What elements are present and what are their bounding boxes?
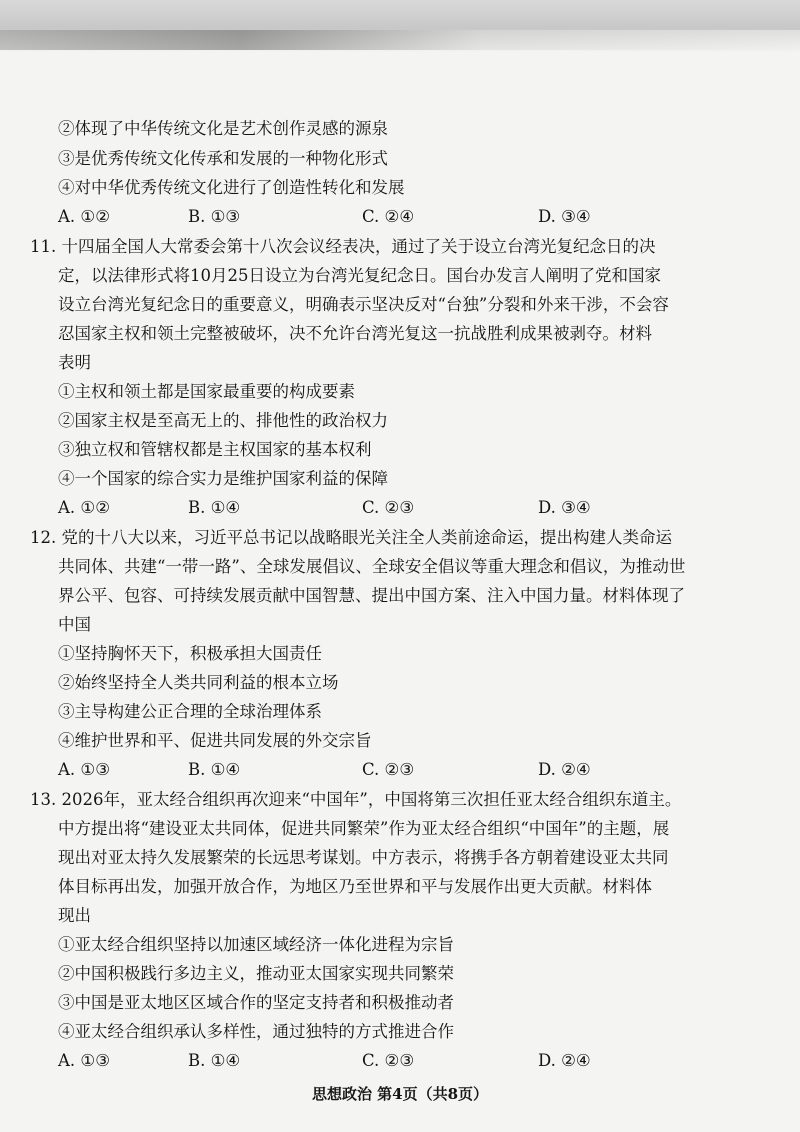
q11-stem-line-1: 11. 十四届全国人大常委会第十八次会议经表决，通过了关于设立台湾光复纪念日的决 [30,237,656,256]
q12-statement-3: ③主导构建公正合理的全球治理体系 [58,702,322,721]
q12-stem-line-3: 界公平、包容、可持续发展贡献中国智慧、提出中国方案、注入中国力量。材料体现了 [58,586,685,605]
q13-statement-3: ③中国是亚太地区区域合作的坚定支持者和积极推动者 [58,993,454,1012]
q12-statement-2: ②始终坚持全人类共同利益的根本立场 [58,673,339,692]
q13-statement-1: ①亚太经合组织坚持以加速区域经济一体化进程为宗旨 [58,935,454,954]
q13-statement-4: ④亚太经合组织承认多样性，通过独特的方式推进合作 [58,1022,454,1041]
q10-statement-2: ②体现了中华传统文化是艺术创作灵感的源泉 [58,119,388,138]
q12-option-b: B. ①④ [188,760,241,779]
q11-statement-2: ②国家主权是至高无上的、排他性的政治权力 [58,411,388,430]
q12-statement-4: ④维护世界和平、促进共同发展的外交宗旨 [58,731,372,750]
q11-stem-line-5: 表明 [58,353,91,372]
q10-statement-3: ③是优秀传统文化传承和发展的一种物化形式 [58,149,388,168]
q12-option-d: D. ②④ [538,760,591,779]
q10-option-b: B. ①③ [188,207,241,226]
q13-option-c: C. ②③ [362,1051,415,1070]
q11-option-a: A. ①② [58,498,110,517]
q11-option-b: B. ①④ [188,498,241,517]
q13-stem-line-5: 现出 [58,906,91,925]
q12-options [0,759,800,781]
q12-option-c: C. ②③ [362,760,415,779]
q11-statement-3: ③独立权和管辖权都是主权国家的基本权利 [58,440,372,459]
q10-option-a: A. ①② [58,207,110,226]
q13-statement-2: ②中国积极践行多边主义，推动亚太国家实现共同繁荣 [58,964,454,983]
q13-option-a: A. ①③ [58,1051,110,1070]
q11-options [0,497,800,519]
q12-stem-line-1: 12. 党的十八大以来，习近平总书记以战略眼光关注全人类前途命运，提出构建人类命运 [30,528,672,547]
q11-statement-4: ④一个国家的综合实力是维护国家利益的保障 [58,469,388,488]
q11-stem-line-2: 定，以法律形式将10月25日设立为台湾光复纪念日。国台办发言人阐明了党和国家 [58,266,661,285]
q13-options [0,1050,800,1072]
q11-statement-1: ①主权和领土都是国家最重要的构成要素 [58,382,355,401]
page-footer: 思想政治 第4页（共8页） [311,1085,489,1103]
q10-option-d: D. ③④ [538,207,591,226]
q12-option-a: A. ①③ [58,760,110,779]
q13-stem-line-1: 13. 2026年，亚太经合组织再次迎来“中国年”，中国将第三次担任亚太经合组织东道主。 [30,790,682,809]
q10-statement-4: ④对中华优秀传统文化进行了创造性转化和发展 [58,178,405,197]
q11-stem-line-4: 忍国家主权和领土完整被破坏，决不允许台湾光复这一抗战胜利成果被剥夺。材料 [58,324,652,343]
q13-stem-line-3: 现出对亚太持久发展繁荣的长远思考谋划。中方表示，将携手各方朝着建设亚太共同 [58,848,669,867]
q12-stem-line-4: 中国 [58,615,91,634]
q13-stem-line-4: 体目标再出发，加强开放合作，为地区乃至世界和平与发展作出更大贡献。材料体 [58,877,652,896]
q12-stem-line-2: 共同体、共建“一带一路”、全球发展倡议、全球安全倡议等重大理念和倡议，为推动世 [58,557,686,576]
q13-option-b: B. ①④ [188,1051,241,1070]
q12-statement-1: ①坚持胸怀天下，积极承担大国责任 [58,644,322,663]
q10-option-c: C. ②④ [362,207,415,226]
q10-options [0,206,800,228]
q11-option-c: C. ②③ [362,498,415,517]
q11-option-d: D. ③④ [538,498,591,517]
q13-stem-line-2: 中方提出将“建设亚太共同体，促进共同繁荣”作为亚太经合组织“中国年”的主题，展 [58,819,670,838]
q13-option-d: D. ②④ [538,1051,591,1070]
q11-stem-line-3: 设立台湾光复纪念日的重要意义，明确表示坚决反对“台独”分裂和外来干涉，不会容 [58,295,669,314]
